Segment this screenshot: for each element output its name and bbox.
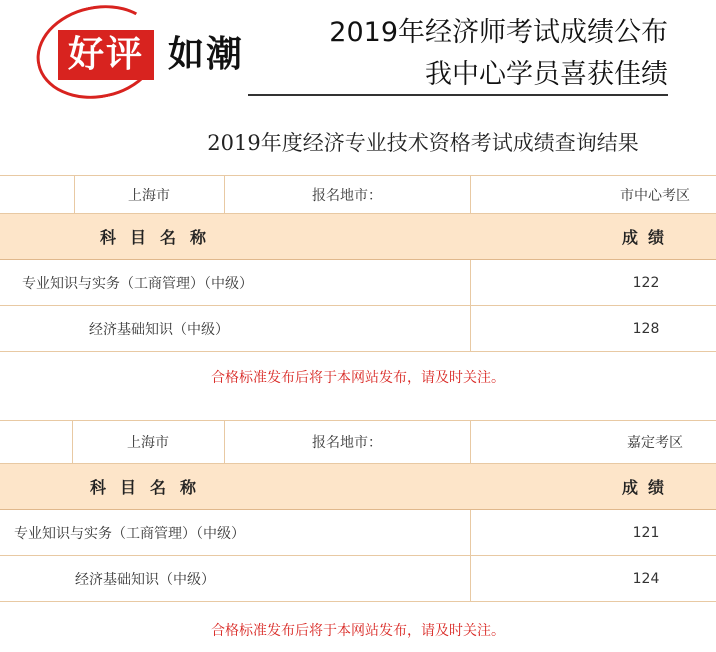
city-label: 报名地市： <box>312 187 382 204</box>
headline-line-2: 我中心学员喜获佳绩 <box>425 59 668 90</box>
city-label: 报名地市： <box>312 435 382 451</box>
exam-area-value: 嘉定考区 <box>627 435 683 451</box>
score-header: 成绩 <box>621 478 674 497</box>
score-header: 成绩 <box>621 228 674 247</box>
logo-badge-text: 如潮 <box>167 34 244 75</box>
page-title: 2019年度经济专业技术资格考试成绩查询结果 <box>207 131 639 155</box>
score-value: 128 <box>632 320 660 337</box>
notice-text: 合格标准发布后将于本网站发布，请及时关注。 <box>211 623 505 639</box>
banner-header <box>0 0 716 100</box>
logo-badge-red: 好评 <box>58 30 154 80</box>
exam-area-value: 市中心考区 <box>620 187 690 204</box>
headline-line-1: 2019年经济师考试成绩公布 <box>329 17 668 48</box>
score-value: 122 <box>632 274 660 291</box>
table-row <box>0 556 716 602</box>
subject-name: 经济基础知识（中级） <box>89 321 229 338</box>
subject-name: 专业知识与实务（工商管理）（中级） <box>22 275 253 292</box>
subject-header: 科目名称 <box>99 228 220 247</box>
subject-name: 经济基础知识（中级） <box>75 571 215 588</box>
score-value: 124 <box>632 570 660 587</box>
table-header-row <box>0 214 716 260</box>
score-value: 121 <box>632 524 660 541</box>
table-header-row <box>0 464 716 510</box>
table-row <box>0 260 716 306</box>
table-row <box>0 306 716 352</box>
subject-name: 专业知识与实务（工商管理）（中级） <box>14 525 245 542</box>
table-row <box>0 510 716 556</box>
info-row <box>0 175 716 214</box>
city-value: 上海市 <box>128 187 170 204</box>
header-divider <box>248 94 668 96</box>
info-row <box>0 420 716 464</box>
subject-header: 科目名称 <box>89 478 210 497</box>
notice-text: 合格标准发布后将于本网站发布，请及时关注。 <box>211 370 505 386</box>
city-value: 上海市 <box>127 435 169 451</box>
